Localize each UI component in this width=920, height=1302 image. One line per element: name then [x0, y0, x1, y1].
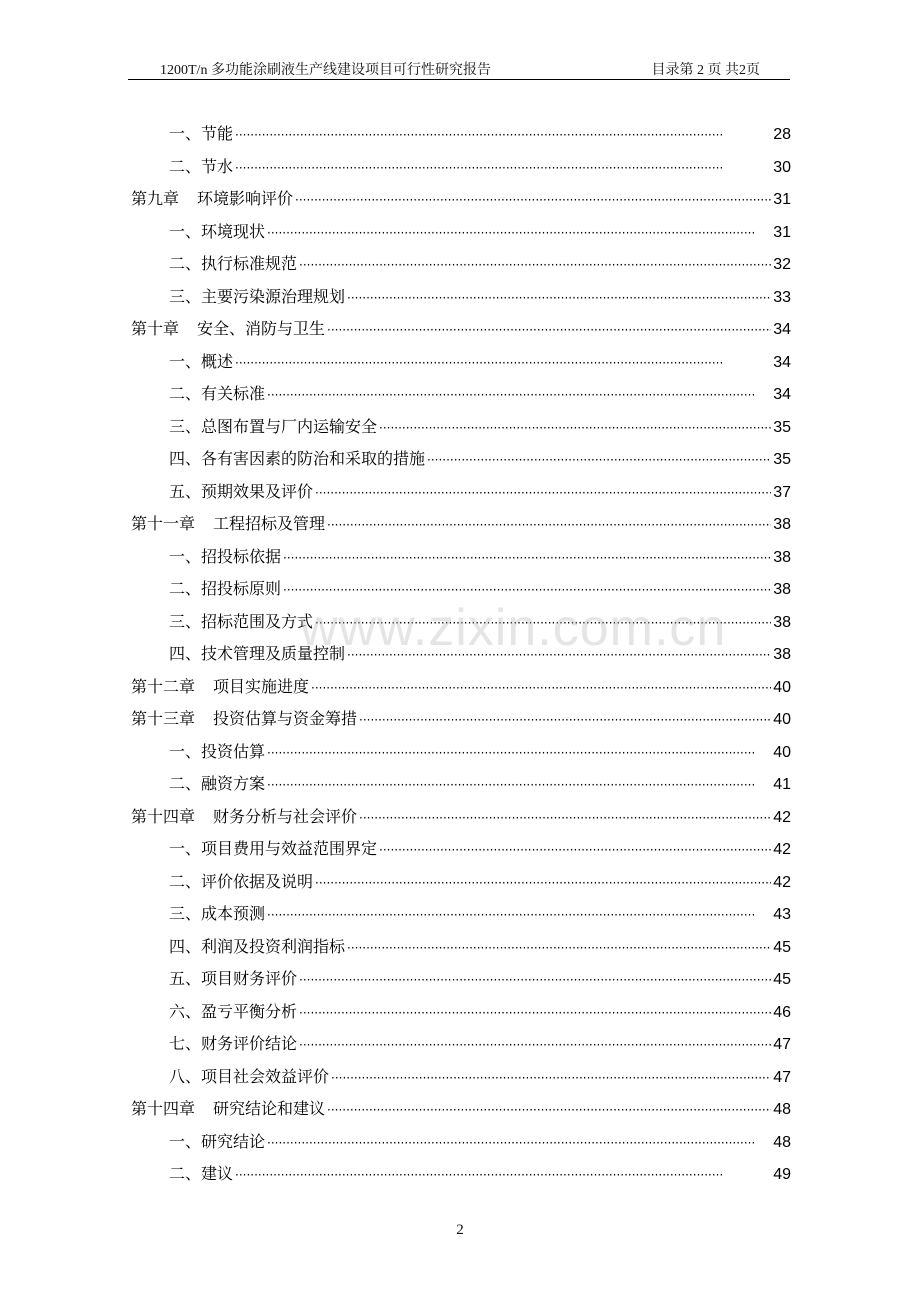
toc-entry-section	[131, 1129, 791, 1153]
dot-leader	[327, 518, 771, 532]
toc-page-number: 42	[773, 841, 791, 858]
toc-page-number: 31	[773, 191, 791, 208]
toc-entry-section	[131, 154, 791, 178]
toc-chapter-title: 项目实施进度	[213, 676, 310, 696]
toc-chapter-title: 安全、消防与卫生	[197, 319, 326, 338]
toc-entry-label	[131, 804, 357, 827]
toc-page-number: 28	[773, 126, 791, 143]
toc-page-number: 48	[773, 1133, 791, 1151]
watermark: www.zixin.com.cn	[300, 599, 727, 657]
toc-page-number: 41	[773, 776, 791, 793]
toc-entry-label: 二、执行标准规范	[169, 254, 298, 273]
dot-leader	[295, 193, 771, 207]
dot-leader	[359, 811, 771, 825]
dot-leader	[267, 778, 771, 792]
toc-entry-label: 一、招投标依据	[169, 546, 282, 566]
toc-page-number: 40	[773, 678, 791, 696]
toc-entry-label: 四、各有害因素的防治和采取的措施	[169, 449, 426, 468]
toc-entry-label: 六、盈亏平衡分析	[169, 1001, 298, 1021]
toc-entry-label: 五、预期效果及评价	[169, 481, 314, 501]
toc-entry-chapter	[131, 511, 791, 535]
toc-entry-label	[131, 511, 325, 534]
toc-entry-label	[131, 1096, 325, 1119]
toc-chapter-number: 第十章	[131, 319, 180, 338]
toc-chapter-number: 第十二章	[131, 676, 196, 696]
dot-leader	[315, 876, 771, 890]
dot-leader	[379, 421, 771, 435]
toc-page-number: 45	[773, 971, 791, 988]
toc-page-number: 38	[773, 548, 791, 566]
toc-chapter-title: 工程招标及管理	[213, 514, 326, 533]
toc-entry-label: 四、利润及投资利润指标	[169, 936, 346, 956]
toc-entry-chapter	[131, 1096, 791, 1120]
toc-entry-label: 一、概述	[169, 351, 234, 371]
toc-entry-section	[131, 479, 791, 503]
toc-page-number: 47	[773, 1068, 791, 1086]
toc-entry-label: 八、项目社会效益评价	[169, 1066, 330, 1086]
toc-entry-chapter	[131, 186, 791, 210]
toc-entry-section	[131, 219, 791, 243]
toc-entry-label: 七、财务评价结论	[169, 1034, 298, 1053]
toc-entry-label: 四、技术管理及质量控制	[169, 644, 346, 663]
toc-entry-section	[131, 934, 791, 958]
page-number: 2	[456, 1222, 464, 1238]
toc-page-number: 43	[773, 906, 791, 923]
toc-page-number: 35	[773, 451, 791, 468]
dot-leader	[267, 226, 771, 240]
dot-leader	[267, 746, 771, 760]
toc-page-number: 38	[773, 646, 791, 663]
toc-entry-label	[131, 316, 325, 339]
toc-entry-label: 二、建议	[169, 1164, 234, 1183]
toc-entry-section	[131, 251, 791, 275]
toc-entry-section	[131, 349, 791, 373]
dot-leader	[347, 941, 771, 955]
toc-page-number: 33	[773, 288, 791, 306]
toc-entry-section	[131, 836, 791, 860]
toc-entry-label: 一、环境现状	[169, 221, 266, 241]
toc-page-number: 34	[773, 321, 791, 338]
toc-chapter-number: 第十四章	[131, 1099, 196, 1118]
toc-chapter-number: 第九章	[131, 189, 180, 208]
toc-entry-label: 二、招投标原则	[169, 579, 282, 598]
toc-entry-section	[131, 739, 791, 763]
toc-entry-section	[131, 446, 791, 470]
toc-entry-section	[131, 284, 791, 308]
toc-page-number: 46	[773, 1003, 791, 1021]
toc-entry-section	[131, 771, 791, 795]
dot-leader	[299, 973, 771, 987]
toc-entry-label: 一、研究结论	[169, 1131, 266, 1151]
toc-entry-section	[131, 381, 791, 405]
toc-page-number: 45	[773, 938, 791, 956]
toc-page-number: 32	[773, 256, 791, 273]
toc-entry-chapter	[131, 316, 791, 340]
dot-leader	[299, 258, 771, 272]
dot-leader	[235, 1168, 771, 1182]
toc-entry-label: 三、总图布置与厂内运输安全	[169, 416, 378, 436]
toc-entry-label	[131, 706, 357, 729]
dot-leader	[327, 323, 771, 337]
document-title: 1200T/n 多功能涂刷液生产线建设项目可行性研究报告	[160, 63, 491, 78]
toc-page-number: 40	[773, 743, 791, 761]
dot-leader	[311, 681, 771, 695]
toc-entry-section	[131, 901, 791, 925]
toc-chapter-number: 第十一章	[131, 514, 196, 533]
toc-entry-section	[131, 414, 791, 438]
toc-entry-section	[131, 576, 791, 600]
page-info: 目录第 2 页 共2页	[651, 63, 760, 78]
toc-page-number: 37	[773, 483, 791, 501]
toc-chapter-title: 研究结论和建议	[213, 1099, 326, 1118]
dot-leader	[235, 356, 771, 370]
toc-entry-chapter	[131, 706, 791, 730]
dot-leader	[267, 1136, 771, 1150]
dot-leader	[347, 291, 771, 305]
toc-page-number: 42	[773, 873, 791, 891]
toc-page-number: 40	[773, 711, 791, 728]
toc-page-number: 49	[773, 1166, 791, 1183]
toc-page-number: 34	[773, 353, 791, 371]
toc-entry-label	[131, 186, 293, 209]
toc-entry-label: 三、成本预测	[169, 904, 266, 923]
toc-entry-chapter	[131, 674, 791, 698]
toc-chapter-title: 投资估算与资金筹措	[213, 709, 358, 728]
toc-entry-section	[131, 544, 791, 568]
toc-entry-label: 三、主要污染源治理规划	[169, 286, 346, 306]
toc-page-number: 38	[773, 581, 791, 598]
dot-leader	[427, 453, 771, 467]
toc-page-number: 31	[773, 223, 791, 241]
toc-chapter-title: 环境影响评价	[197, 189, 294, 208]
toc-page-number: 47	[773, 1036, 791, 1053]
toc-entry-section	[131, 966, 791, 990]
dot-leader	[359, 713, 771, 727]
page-header	[128, 59, 790, 80]
toc-entry-label: 二、评价依据及说明	[169, 871, 314, 891]
toc-entry-label: 二、融资方案	[169, 774, 266, 793]
dot-leader	[327, 1103, 771, 1117]
toc-entry-label: 二、有关标准	[169, 384, 266, 403]
toc-page-number: 48	[773, 1101, 791, 1118]
dot-leader	[267, 908, 771, 922]
toc-entry-section	[131, 1064, 791, 1088]
dot-leader	[267, 388, 771, 402]
toc-entry-label: 一、投资估算	[169, 741, 266, 761]
toc-chapter-title: 财务分析与社会评价	[213, 806, 358, 826]
toc-page-number: 42	[773, 808, 791, 826]
dot-leader	[299, 1038, 771, 1052]
toc-entry-label: 一、项目费用与效益范围界定	[169, 839, 378, 858]
toc-entry-chapter	[131, 804, 791, 828]
toc-entry-section	[131, 1161, 791, 1185]
toc-chapter-number: 第十四章	[131, 806, 196, 826]
toc-chapter-number: 第十三章	[131, 709, 196, 728]
toc-page-number: 38	[773, 613, 791, 631]
toc-entry-section	[131, 121, 791, 145]
dot-leader	[379, 843, 771, 857]
toc-entry-section	[131, 869, 791, 893]
toc-entry-label: 五、项目财务评价	[169, 969, 298, 988]
toc-entry-section	[131, 999, 791, 1023]
dot-leader	[283, 551, 771, 565]
toc-entry-label: 二、节水	[169, 156, 234, 176]
dot-leader	[299, 1006, 771, 1020]
dot-leader	[315, 486, 771, 500]
toc-entry-section	[131, 1031, 791, 1055]
toc-page-number: 35	[773, 418, 791, 436]
toc-entry-label: 三、招标范围及方式	[169, 611, 314, 631]
toc-entry-label	[131, 674, 309, 697]
dot-leader	[331, 1071, 771, 1085]
toc-page-number: 38	[773, 516, 791, 533]
toc-entry-label: 一、节能	[169, 124, 234, 143]
dot-leader	[235, 128, 771, 142]
dot-leader	[283, 583, 771, 597]
toc-page-number: 30	[773, 158, 791, 176]
toc-page-number: 34	[773, 386, 791, 403]
dot-leader	[235, 161, 771, 175]
